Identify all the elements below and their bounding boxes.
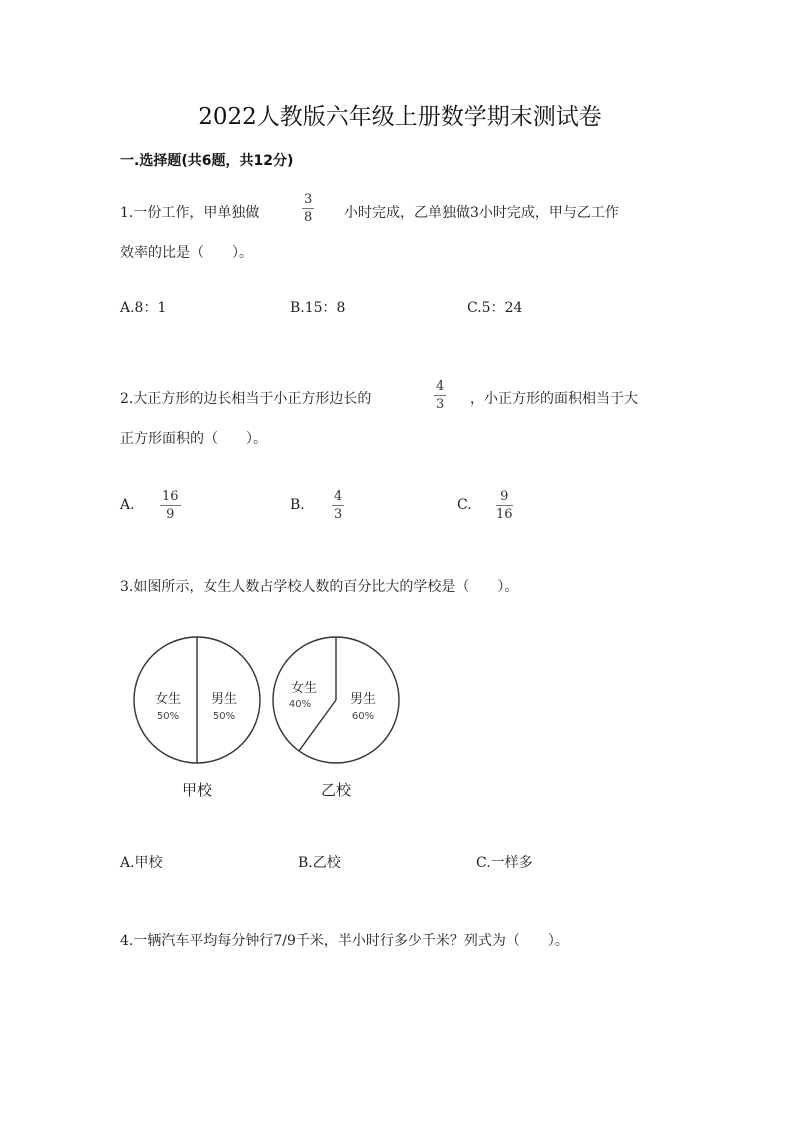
q3-option-a[interactable]: A.甲校 bbox=[120, 855, 163, 871]
q2-option-a-letter[interactable]: A. bbox=[120, 497, 135, 513]
q2-option-b-denominator: 3 bbox=[334, 507, 343, 523]
q1-text-part2: 小时完成，乙单独做3小时完成，甲与乙工作 bbox=[344, 205, 619, 221]
slice-pct-girls: 50% bbox=[156, 711, 180, 722]
q2-option-a-denominator: 9 bbox=[166, 507, 175, 523]
q1-fraction-denominator: 8 bbox=[304, 210, 313, 226]
q1-option-b[interactable]: B.15：8 bbox=[290, 300, 346, 316]
q2-fraction bbox=[434, 380, 446, 413]
pie-title-yixiao: 乙校 bbox=[320, 781, 352, 799]
section-heading: 一.选择题(共6题，共12分) bbox=[120, 153, 294, 169]
q1-text-line2: 效率的比是（ ）。 bbox=[120, 245, 253, 261]
q2-text-part1: 2.大正方形的边长相当于小正方形边长的 bbox=[120, 391, 372, 407]
q2-option-c-letter[interactable]: C. bbox=[457, 497, 472, 513]
slice-pct-boys: 60% bbox=[351, 711, 375, 722]
pie-charts-figure bbox=[120, 625, 420, 810]
q2-option-c-fraction[interactable] bbox=[496, 490, 513, 523]
q1-option-c[interactable]: C.5：24 bbox=[467, 300, 523, 316]
q2-option-c-numerator: 9 bbox=[496, 490, 513, 506]
slice-pct-boys: 50% bbox=[212, 711, 236, 722]
q2-fraction-numerator: 4 bbox=[434, 380, 446, 396]
pie-title-jiaxiao: 甲校 bbox=[181, 781, 213, 799]
q3-option-c[interactable]: C.一样多 bbox=[476, 855, 533, 871]
slice-label-boys: 男生 bbox=[349, 692, 377, 707]
q1-fraction bbox=[302, 193, 314, 226]
q3-option-b[interactable]: B.乙校 bbox=[298, 855, 341, 871]
q2-fraction-denominator: 3 bbox=[436, 397, 445, 413]
q2-option-a-numerator: 16 bbox=[160, 490, 181, 506]
q2-option-b-fraction[interactable] bbox=[332, 490, 344, 523]
q2-option-a-fraction[interactable] bbox=[160, 490, 181, 523]
q3-text: 3.如图所示，女生人数占学校人数的百分比大的学校是（ ）。 bbox=[120, 579, 519, 595]
pie-chart-jiaxiao bbox=[134, 637, 260, 799]
slice-label-girls: 女生 bbox=[154, 692, 182, 707]
page-title: 2022人教版六年级上册数学期末测试卷 bbox=[198, 104, 602, 130]
q2-option-b-letter[interactable]: B. bbox=[290, 497, 305, 513]
slice-pct-girls: 40% bbox=[288, 699, 312, 710]
q2-text-part2: ，小正方形的面积相当于大 bbox=[470, 391, 638, 407]
q4-text: 4.一辆汽车平均每分钟行7/9千米，半小时行多少千米？列式为（ ）。 bbox=[120, 933, 569, 949]
q2-text-line2: 正方形面积的（ ）。 bbox=[120, 431, 267, 447]
slice-label-girls: 女生 bbox=[290, 681, 318, 696]
q1-fraction-numerator: 3 bbox=[302, 193, 314, 209]
q1-text-part1: 1.一份工作，甲单独做 bbox=[120, 205, 260, 221]
q2-option-b-numerator: 4 bbox=[332, 490, 344, 506]
slice-label-boys: 男生 bbox=[210, 692, 238, 707]
q1-option-a[interactable]: A.8：1 bbox=[120, 300, 167, 316]
pie-chart-yixiao bbox=[273, 637, 399, 799]
q2-option-c-denominator: 16 bbox=[496, 507, 513, 523]
